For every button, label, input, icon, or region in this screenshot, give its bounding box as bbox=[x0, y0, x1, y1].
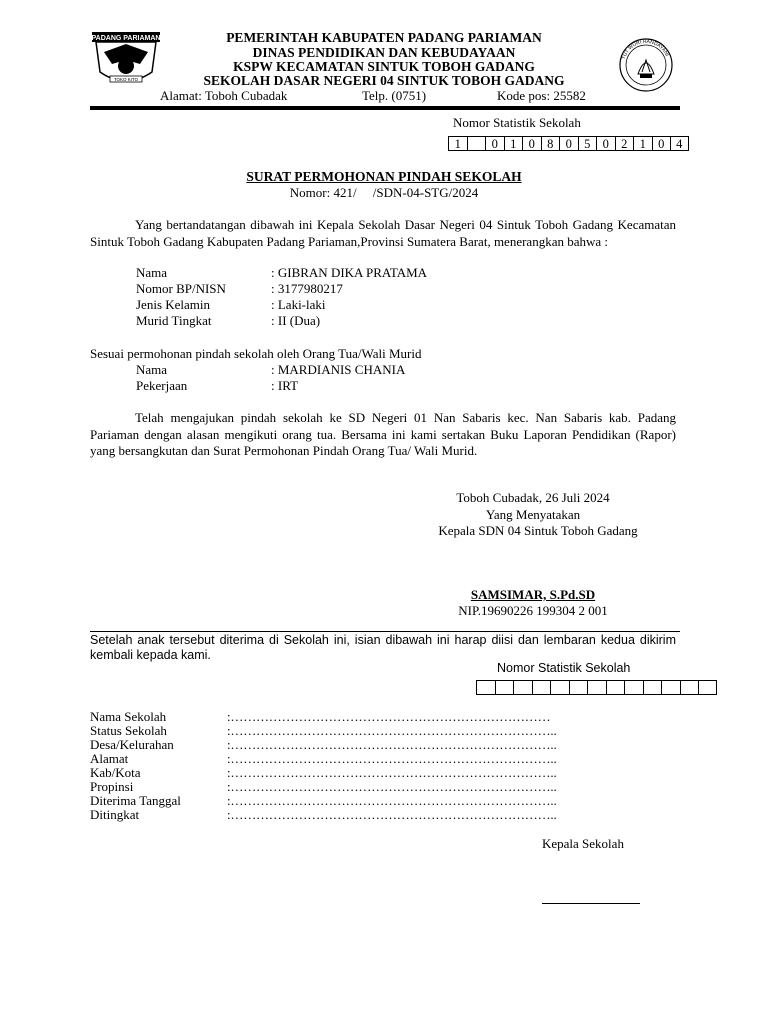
nss-digit-box bbox=[606, 680, 625, 695]
nss-bottom-boxes bbox=[476, 680, 717, 695]
form-grade-label: Ditingkat bbox=[90, 807, 140, 822]
nss-top-boxes bbox=[448, 136, 689, 151]
form-village-label: Desa/Kelurahan bbox=[90, 737, 174, 752]
form-grade-field[interactable]: :………………………………………………………………….. bbox=[227, 807, 557, 822]
body-paragraph: Telah mengajukan pindah sekolah ke SD Negeri 01 Nan Sabaris kec. Nan Sabaris kab. Padang Pariaman dengan alasan mengikuti orang tua. Bersama ini kami sertakan Buku Laporan Pendidikan (Rapor) yang bersangkutan dan Surat Permohonan Pindah Orang Tua/ Wali Murid. bbox=[90, 410, 676, 458]
form-received-date-label: Diterima Tanggal bbox=[90, 793, 181, 808]
signature-stating: Yang Menyatakan bbox=[485, 507, 581, 522]
signature-name: SAMSIMAR, S.Pd.SD bbox=[470, 587, 596, 602]
receiver-signature-line bbox=[542, 903, 640, 904]
letterhead-line-4: SEKOLAH DASAR NEGERI 04 SINTUK TOBOH GADANG bbox=[203, 73, 565, 88]
nss-digit-box: 4 bbox=[670, 136, 689, 151]
nss-digit-box: 1 bbox=[448, 136, 467, 151]
parent-job-value: : IRT bbox=[271, 378, 299, 393]
signature-place-date: Toboh Cubadak, 26 Juli 2024 bbox=[456, 490, 610, 505]
logo-left-text: PADANG PARIAMAN bbox=[91, 35, 161, 42]
form-school-status-field[interactable]: :………………………………………………………………….. bbox=[227, 723, 557, 738]
parent-name-label: Nama bbox=[136, 362, 168, 377]
nss-digit-box: 2 bbox=[615, 136, 634, 151]
nss-digit-box bbox=[513, 680, 532, 695]
logo-right-text: TUT WURI HANDAYANI bbox=[620, 38, 670, 61]
form-village-field[interactable]: :………………………………………………………………….. bbox=[227, 737, 557, 752]
nss-bottom-label: Nomor Statistik Sekolah bbox=[497, 661, 631, 675]
nss-digit-box bbox=[532, 680, 551, 695]
nss-digit-box: 0 bbox=[652, 136, 671, 151]
nss-digit-box bbox=[476, 680, 495, 695]
nss-digit-box: 8 bbox=[541, 136, 560, 151]
nss-digit-box bbox=[495, 680, 514, 695]
nss-digit-box bbox=[680, 680, 699, 695]
nss-digit-box: 5 bbox=[578, 136, 597, 151]
form-address-label: Alamat bbox=[90, 751, 129, 766]
parent-job-label: Pekerjaan bbox=[136, 378, 188, 393]
nss-top-label: Nomor Statistik Sekolah bbox=[453, 115, 581, 130]
form-province-field[interactable]: :………………………………………………………………….. bbox=[227, 779, 557, 794]
nss-digit-box: 1 bbox=[633, 136, 652, 151]
form-school-status-label: Status Sekolah bbox=[90, 723, 167, 738]
form-regency-field[interactable]: :………………………………………………………………….. bbox=[227, 765, 557, 780]
nss-digit-box bbox=[569, 680, 588, 695]
student-nisn-label: Nomor BP/NISN bbox=[136, 281, 226, 296]
nss-digit-box bbox=[550, 680, 569, 695]
nss-digit-box: 0 bbox=[522, 136, 541, 151]
student-grade-label: Murid Tingkat bbox=[136, 313, 212, 328]
student-nisn-value: : 3177980217 bbox=[271, 281, 343, 296]
intro-paragraph: Yang bertandatangan dibawah ini Kepala Sekolah Dasar Negeri 04 Sintuk Toboh Gadang Kecamatan Sintuk Toboh Gadang Kabupaten Padang Pariaman,Provinsi Sumatera Barat, menerangkan bahwa : bbox=[90, 217, 676, 249]
student-name-value: : GIBRAN DIKA PRATAMA bbox=[271, 265, 428, 280]
parent-name-value: : MARDIANIS CHANIA bbox=[271, 362, 406, 377]
letterhead-address: Alamat: Toboh Cubadak bbox=[160, 88, 288, 103]
nss-digit-box bbox=[624, 680, 643, 695]
nss-digit-box bbox=[587, 680, 606, 695]
letterhead-divider bbox=[90, 106, 680, 110]
parent-intro: Sesuai permohonan pindah sekolah oleh Orang Tua/Wali Murid bbox=[90, 346, 422, 361]
nss-digit-box bbox=[661, 680, 680, 695]
receiver-title: Kepala Sekolah bbox=[542, 836, 624, 851]
student-gender-label: Jenis Kelamin bbox=[136, 297, 211, 312]
letterhead-line-2: DINAS PENDIDIKAN DAN KEBUDAYAAN bbox=[252, 45, 516, 60]
form-school-name-label: Nama Sekolah bbox=[90, 709, 167, 724]
letterhead-line-1: PEMERINTAH KABUPATEN PADANG PARIAMAN bbox=[226, 30, 542, 45]
letterhead-postal: Kode pos: 25582 bbox=[497, 88, 586, 103]
form-school-name-field[interactable]: :………………………………………………………………… bbox=[227, 709, 551, 724]
letter-title: SURAT PERMOHONAN PINDAH SEKOLAH bbox=[246, 169, 522, 184]
nss-digit-box: 0 bbox=[485, 136, 504, 151]
letter-number: Nomor: 421/ /SDN-04-STG/2024 bbox=[289, 185, 479, 200]
form-address-field[interactable]: :………………………………………………………………….. bbox=[227, 751, 557, 766]
nss-digit-box: 1 bbox=[504, 136, 523, 151]
form-regency-label: Kab/Kota bbox=[90, 765, 141, 780]
signature-position: Kepala SDN 04 Sintuk Toboh Gadang bbox=[438, 523, 638, 538]
nss-digit-box bbox=[698, 680, 717, 695]
signature-nip: NIP.19690226 199304 2 001 bbox=[458, 603, 608, 618]
form-received-date-field[interactable]: :………………………………………………………………….. bbox=[227, 793, 557, 808]
letterhead-phone: Telp. (0751) bbox=[362, 88, 427, 103]
student-grade-value: : II (Dua) bbox=[271, 313, 321, 328]
logo-left-motto: TOKO KITO bbox=[113, 77, 139, 82]
return-note: Setelah anak tersebut diterima di Sekolah ini, isian dibawah ini harap diisi dan lembaran kedua dikirim kembali kepada kami. bbox=[90, 633, 676, 662]
nss-digit-box: 0 bbox=[559, 136, 578, 151]
student-gender-value: : Laki-laki bbox=[271, 297, 326, 312]
form-province-label: Propinsi bbox=[90, 779, 134, 794]
letterhead-line-3: KSPW KECAMATAN SINTUK TOBOH GADANG bbox=[233, 59, 535, 74]
nss-digit-box bbox=[467, 136, 486, 151]
student-name-label: Nama bbox=[136, 265, 168, 280]
nss-digit-box: 0 bbox=[596, 136, 615, 151]
section-divider bbox=[90, 631, 680, 632]
nss-digit-box bbox=[643, 680, 662, 695]
